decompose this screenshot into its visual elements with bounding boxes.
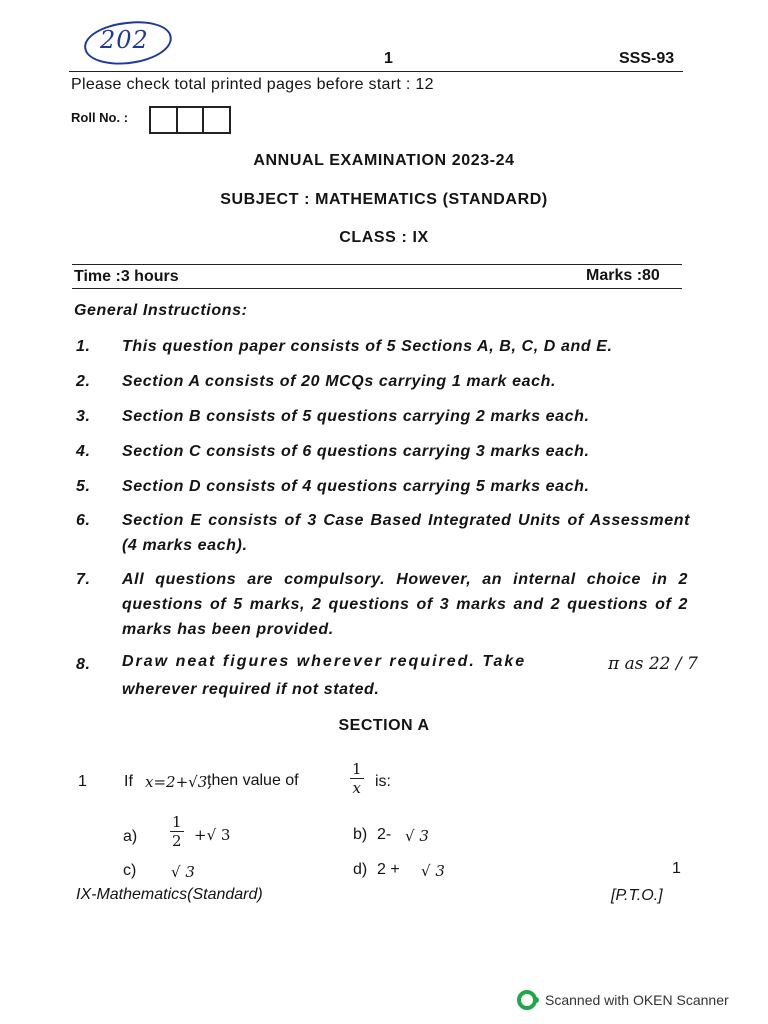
instruction-number: 2.	[76, 373, 91, 390]
fraction-numerator: 1	[172, 813, 182, 831]
instruction-number: 5.	[76, 478, 91, 495]
instruction-text: Section A consists of 20 MCQs carrying 1 mark each.	[122, 373, 557, 390]
handwritten-number: 202	[100, 26, 149, 54]
paper-code: SSS-93	[619, 50, 675, 67]
instruction-number: 3.	[76, 408, 91, 425]
instruction-text: This question paper consists of 5 Sections A, B, C, D and E.	[122, 338, 613, 355]
option-b-math: √ 3	[405, 827, 429, 845]
option-d-text: 2 +	[377, 861, 400, 878]
class-title: CLASS : IX	[339, 229, 429, 246]
instruction-number: 1.	[76, 338, 91, 355]
meta-rule-top	[72, 264, 682, 265]
instruction-text: Section E consists of 3 Case Based Integrated Units of Assessment (4 marks each).	[122, 512, 690, 554]
question-suffix: is:	[375, 773, 391, 790]
roll-number-boxes	[149, 106, 231, 134]
instruction-text-continued: wherever required if not stated.	[122, 681, 380, 698]
instruction-text: Draw neat figures wherever required. Take	[122, 653, 527, 670]
footer-pto: [P.T.O.]	[611, 887, 663, 904]
roll-cell	[178, 108, 205, 132]
meta-rule-bottom	[72, 288, 682, 289]
scanner-watermark	[517, 990, 729, 1010]
exam-title: ANNUAL EXAMINATION 2023-24	[253, 152, 515, 169]
marks-label: Marks :80	[586, 267, 660, 284]
page-number: 1	[384, 50, 393, 67]
question-marks: 1	[672, 860, 681, 877]
option-c-math: √ 3	[171, 863, 195, 881]
question-number: 1	[78, 773, 87, 790]
section-a-heading: SECTION A	[338, 717, 430, 734]
fraction-denominator: x	[352, 779, 361, 797]
option-a-fraction	[170, 813, 184, 850]
oken-logo-icon	[517, 990, 537, 1010]
instruction-text: Section B consists of 5 questions carrying 2 marks each.	[122, 408, 590, 425]
option-d-math: √ 3	[421, 862, 445, 880]
question-prefix: If	[124, 773, 133, 790]
option-b-label: b)	[353, 826, 368, 843]
roll-cell	[204, 108, 229, 132]
instruction-number: 6.	[76, 512, 91, 529]
check-pages-text: Please check total printed pages before start : 12	[71, 76, 434, 93]
subject-title: SUBJECT : MATHEMATICS (STANDARD)	[220, 191, 548, 208]
fraction-one-over-x	[350, 760, 364, 797]
instruction-text: Section C consists of 6 questions carrying 3 marks each.	[122, 443, 590, 460]
scanner-text: Scanned with OKEN Scanner	[545, 992, 729, 1008]
instruction-text: Section D consists of 4 questions carrying 5 marks each.	[122, 478, 590, 495]
option-a-rest: +√ 3	[194, 826, 231, 844]
footer-subject: IX-Mathematics(Standard)	[76, 886, 263, 903]
instruction-number: 4.	[76, 443, 91, 460]
option-a-label: a)	[123, 828, 138, 845]
pi-expression: π as 22 / 7	[608, 654, 698, 674]
fraction-numerator: 1	[352, 760, 362, 778]
question-math: x=2+√3,	[145, 773, 213, 791]
instructions-heading: General Instructions:	[74, 302, 248, 319]
option-b-text: 2-	[377, 826, 392, 843]
option-d-label: d)	[353, 861, 368, 878]
roll-cell	[151, 108, 178, 132]
time-label: Time :3 hours	[74, 268, 179, 285]
instruction-number: 7.	[76, 571, 91, 588]
question-middle: then value of	[207, 772, 299, 789]
roll-label: Roll No. :	[71, 110, 129, 125]
header-rule	[69, 71, 683, 72]
instruction-text: All questions are compulsory. However, an internal choice in 2 questions of 5 marks, 2 questions of 3 marks and 2 questions of 2 marks has been provided.	[122, 571, 688, 638]
instruction-number: 8.	[76, 656, 91, 673]
fraction-denominator: 2	[172, 832, 182, 850]
option-c-label: c)	[123, 862, 137, 879]
